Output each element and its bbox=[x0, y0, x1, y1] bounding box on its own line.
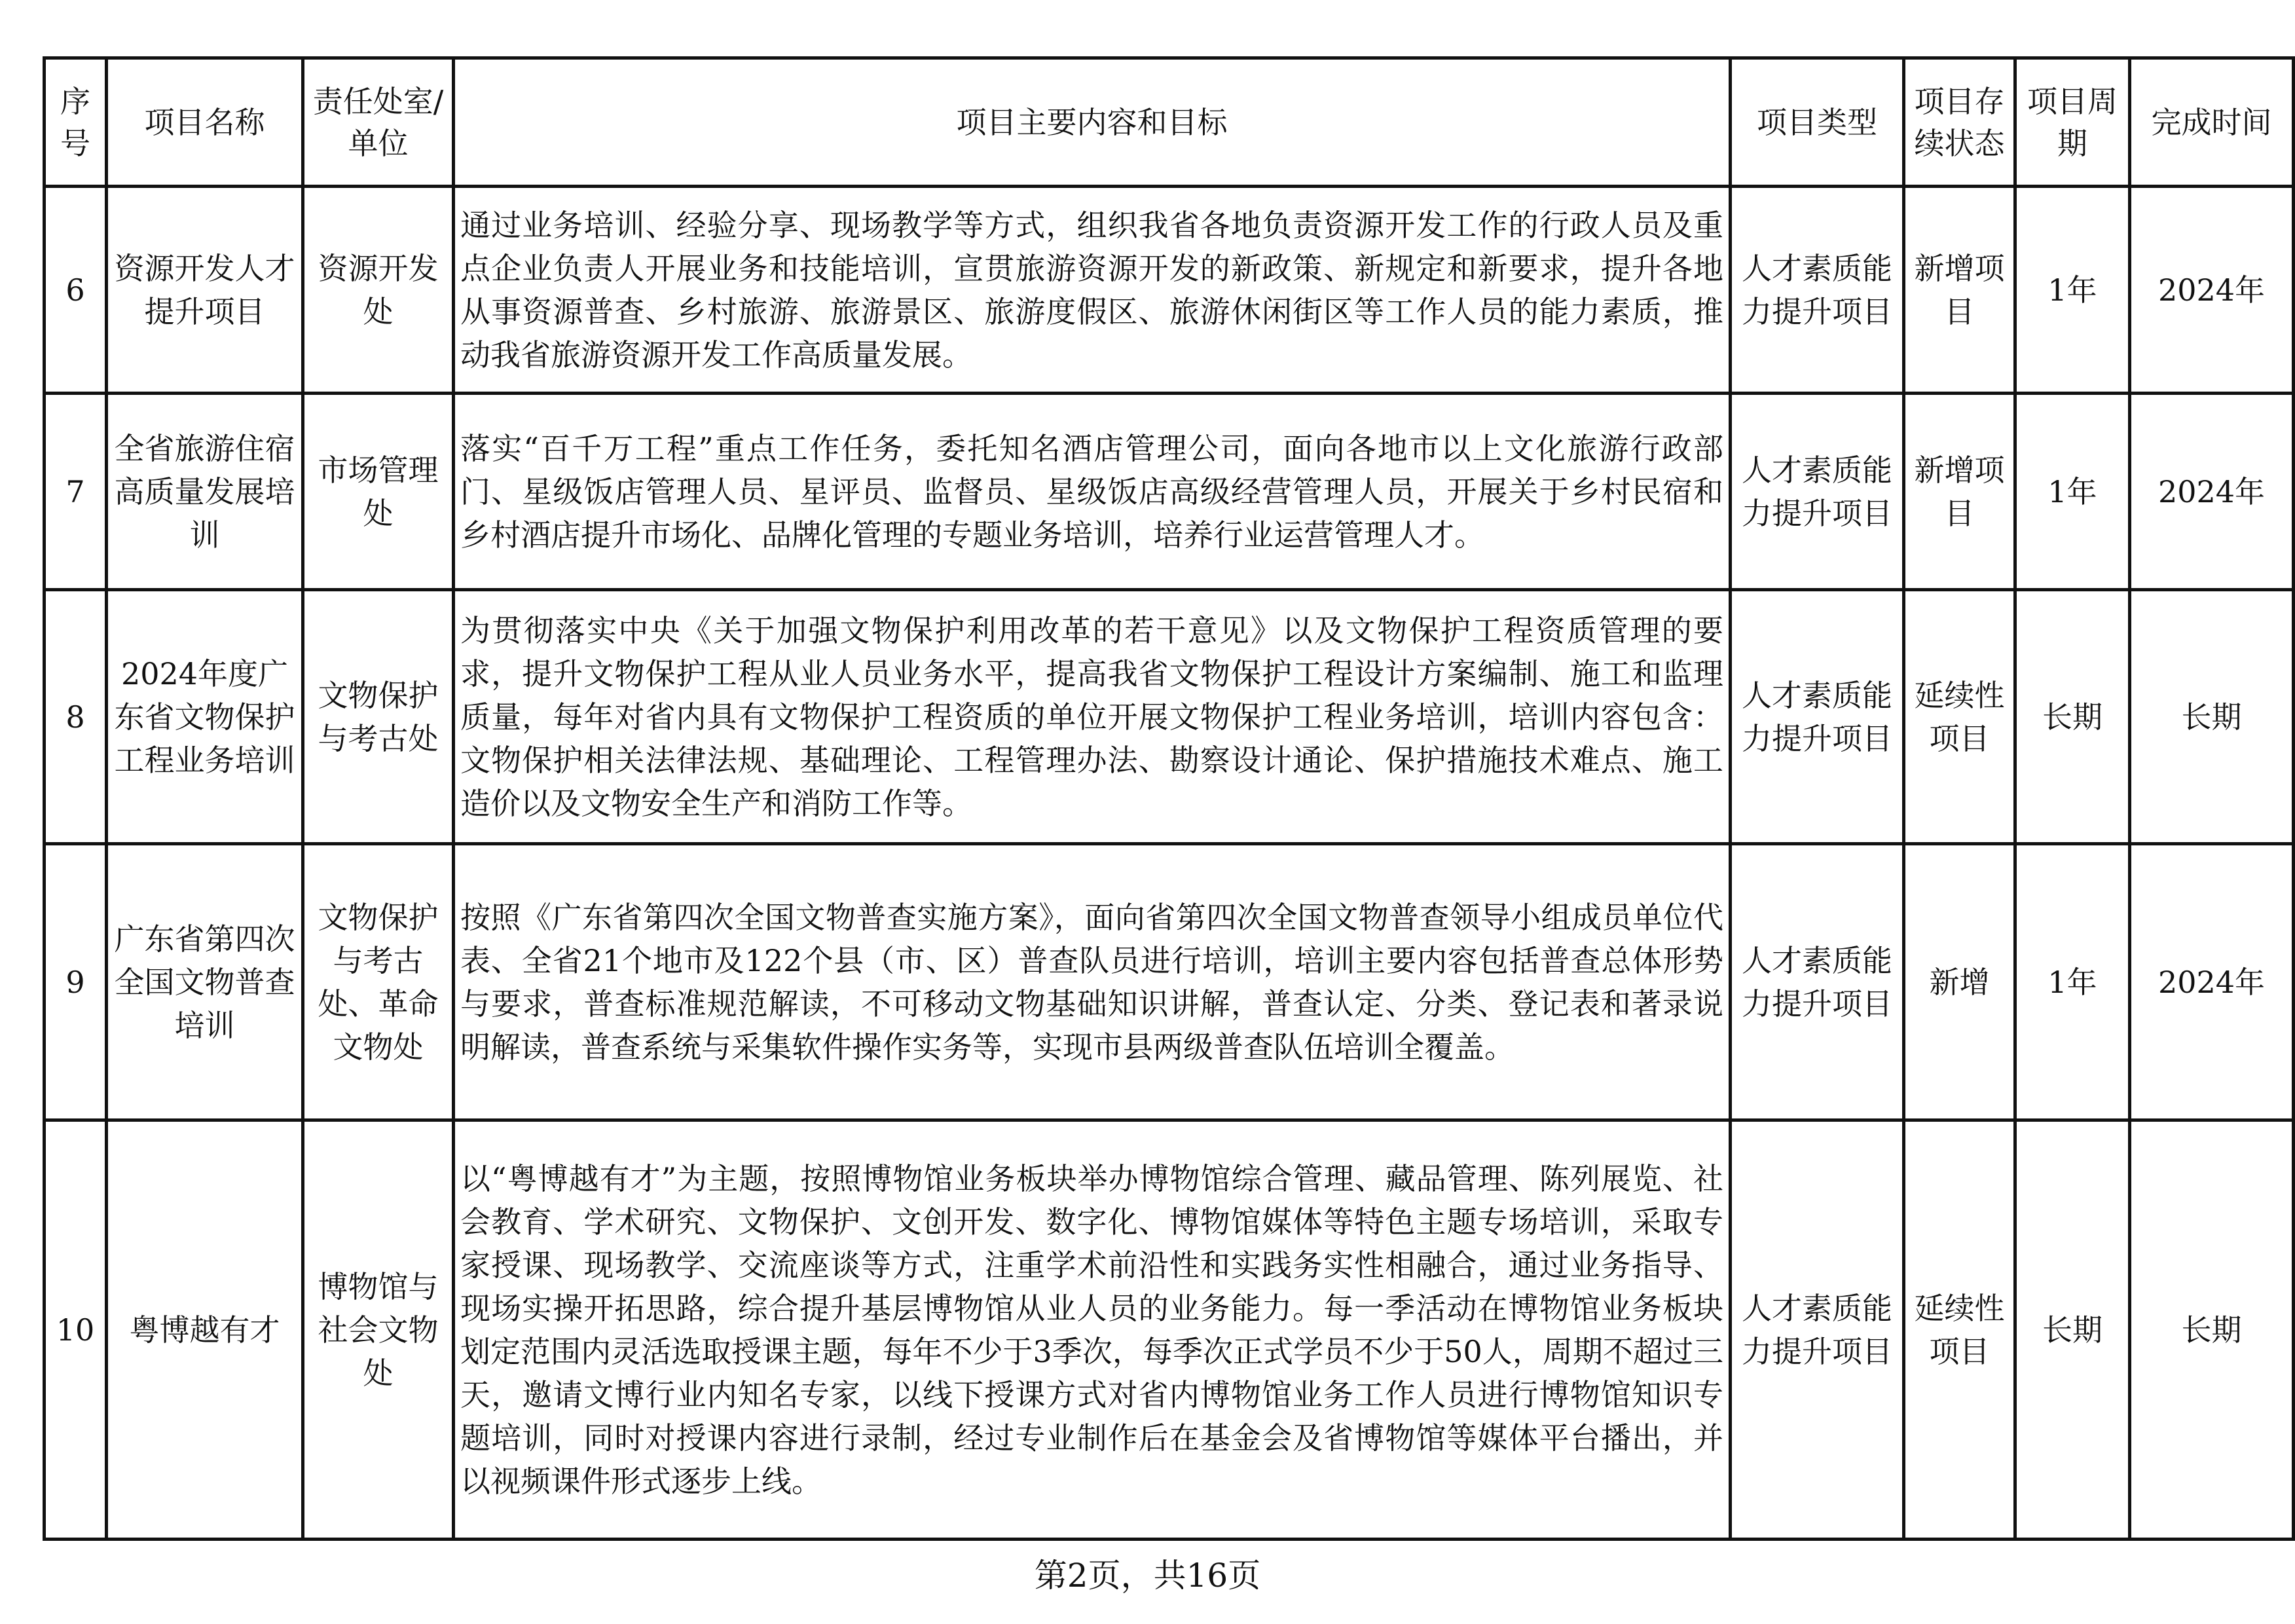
header-dept: 责任处室/单位 bbox=[303, 58, 454, 187]
cell-status: 新增项目 bbox=[1904, 187, 2015, 394]
cell-type: 人才素质能力提升项目 bbox=[1731, 590, 1904, 844]
cell-content: 落实“百千万工程”重点工作任务，委托知名酒店管理公司，面向各地市以上文化旅游行政部门、星级饭店管理人员、星评员、监督员、星级饭店高级经营管理人员，开展关于乡村民宿和乡村酒店提升市场化、品牌化管理的专题业务培训，培养行业运营管理人才。 bbox=[454, 394, 1731, 590]
cell-deadline: 2024年 bbox=[2130, 187, 2294, 394]
cell-dept: 博物馆与社会文物处 bbox=[303, 1120, 454, 1540]
table-row bbox=[45, 394, 2294, 590]
cell-type: 人才素质能力提升项目 bbox=[1731, 187, 1904, 394]
cell-content: 为贯彻落实中央《关于加强文物保护利用改革的若干意见》以及文物保护工程资质管理的要求，提升文物保护工程从业人员业务水平，提高我省文物保护工程设计方案编制、施工和监理质量，每年对省内具有文物保护工程资质的单位开展文物保护工程业务培训，培训内容包含：文物保护相关法律法规、基础理论、工程管理办法、勘察设计通论、保护措施技术难点、施工造价以及文物安全生产和消防工作等。 bbox=[454, 590, 1731, 844]
cell-dept: 文物保护与考古处、革命文物处 bbox=[303, 844, 454, 1120]
table-row bbox=[45, 844, 2294, 1120]
cell-status: 延续性项目 bbox=[1904, 1120, 2015, 1540]
table-header-row bbox=[45, 58, 2294, 187]
cell-content: 按照《广东省第四次全国文物普查实施方案》，面向省第四次全国文物普查领导小组成员单位代表、全省21个地市及122个县（市、区）普查队员进行培训，培训主要内容包括普查总体形势与要求，普查标准规范解读，不可移动文物基础知识讲解，普查认定、分类、登记表和著录说明解读，普查系统与采集软件操作实务等，实现市县两级普查队伍培训全覆盖。 bbox=[454, 844, 1731, 1120]
cell-name: 粤博越有才 bbox=[107, 1120, 303, 1540]
cell-name: 资源开发人才提升项目 bbox=[107, 187, 303, 394]
cell-cycle: 长期 bbox=[2015, 1120, 2130, 1540]
cell-deadline: 长期 bbox=[2130, 590, 2294, 844]
header-status: 项目存续状态 bbox=[1904, 58, 2015, 187]
table-row bbox=[45, 590, 2294, 844]
header-cycle: 项目周期 bbox=[2015, 58, 2130, 187]
cell-content: 通过业务培训、经验分享、现场教学等方式，组织我省各地负责资源开发工作的行政人员及重点企业负责人开展业务和技能培训，宣贯旅游资源开发的新政策、新规定和新要求，提升各地从事资源普查、乡村旅游、旅游景区、旅游度假区、旅游休闲街区等工作人员的能力素质，推动我省旅游资源开发工作高质量发展。 bbox=[454, 187, 1731, 394]
project-table bbox=[43, 56, 2295, 1541]
cell-seq: 8 bbox=[45, 590, 107, 844]
table-row bbox=[45, 1120, 2294, 1540]
cell-cycle: 1年 bbox=[2015, 187, 2130, 394]
cell-cycle: 长期 bbox=[2015, 590, 2130, 844]
cell-dept: 市场管理处 bbox=[303, 394, 454, 590]
cell-status: 新增项目 bbox=[1904, 394, 2015, 590]
page-number: 第2页，共16页 bbox=[1034, 1557, 1261, 1595]
header-type: 项目类型 bbox=[1731, 58, 1904, 187]
cell-status: 延续性项目 bbox=[1904, 590, 2015, 844]
header-deadline: 完成时间 bbox=[2130, 58, 2294, 187]
cell-seq: 7 bbox=[45, 394, 107, 590]
cell-type: 人才素质能力提升项目 bbox=[1731, 1120, 1904, 1540]
cell-dept: 资源开发处 bbox=[303, 187, 454, 394]
cell-type: 人才素质能力提升项目 bbox=[1731, 844, 1904, 1120]
header-seq: 序号 bbox=[45, 58, 107, 187]
cell-name: 2024年度广东省文物保护工程业务培训 bbox=[107, 590, 303, 844]
cell-name: 全省旅游住宿高质量发展培训 bbox=[107, 394, 303, 590]
cell-seq: 10 bbox=[45, 1120, 107, 1540]
cell-deadline: 2024年 bbox=[2130, 394, 2294, 590]
cell-status: 新增 bbox=[1904, 844, 2015, 1120]
cell-seq: 6 bbox=[45, 187, 107, 394]
cell-type: 人才素质能力提升项目 bbox=[1731, 394, 1904, 590]
cell-deadline: 长期 bbox=[2130, 1120, 2294, 1540]
cell-name: 广东省第四次全国文物普查培训 bbox=[107, 844, 303, 1120]
cell-cycle: 1年 bbox=[2015, 394, 2130, 590]
header-name: 项目名称 bbox=[107, 58, 303, 187]
header-content: 项目主要内容和目标 bbox=[454, 58, 1731, 187]
cell-content: 以“粤博越有才”为主题，按照博物馆业务板块举办博物馆综合管理、藏品管理、陈列展览、社会教育、学术研究、文物保护、文创开发、数字化、博物馆媒体等特色主题专场培训，采取专家授课、现场教学、交流座谈等方式，注重学术前沿性和实践务实性相融合，通过业务指导、现场实操开拓思路，综合提升基层博物馆从业人员的业务能力。每一季活动在博物馆业务板块划定范围内灵活选取授课主题，每年不少于3季次，每季次正式学员不少于50人，周期不超过三天，邀请文博行业内知名专家，以线下授课方式对省内博物馆业务工作人员进行博物馆知识专题培训，同时对授课内容进行录制，经过专业制作后在基金会及省博物馆等媒体平台播出，并以视频课件形式逐步上线。 bbox=[454, 1120, 1731, 1540]
cell-deadline: 2024年 bbox=[2130, 844, 2294, 1120]
cell-seq: 9 bbox=[45, 844, 107, 1120]
cell-dept: 文物保护与考古处 bbox=[303, 590, 454, 844]
cell-cycle: 1年 bbox=[2015, 844, 2130, 1120]
table-row bbox=[45, 187, 2294, 394]
